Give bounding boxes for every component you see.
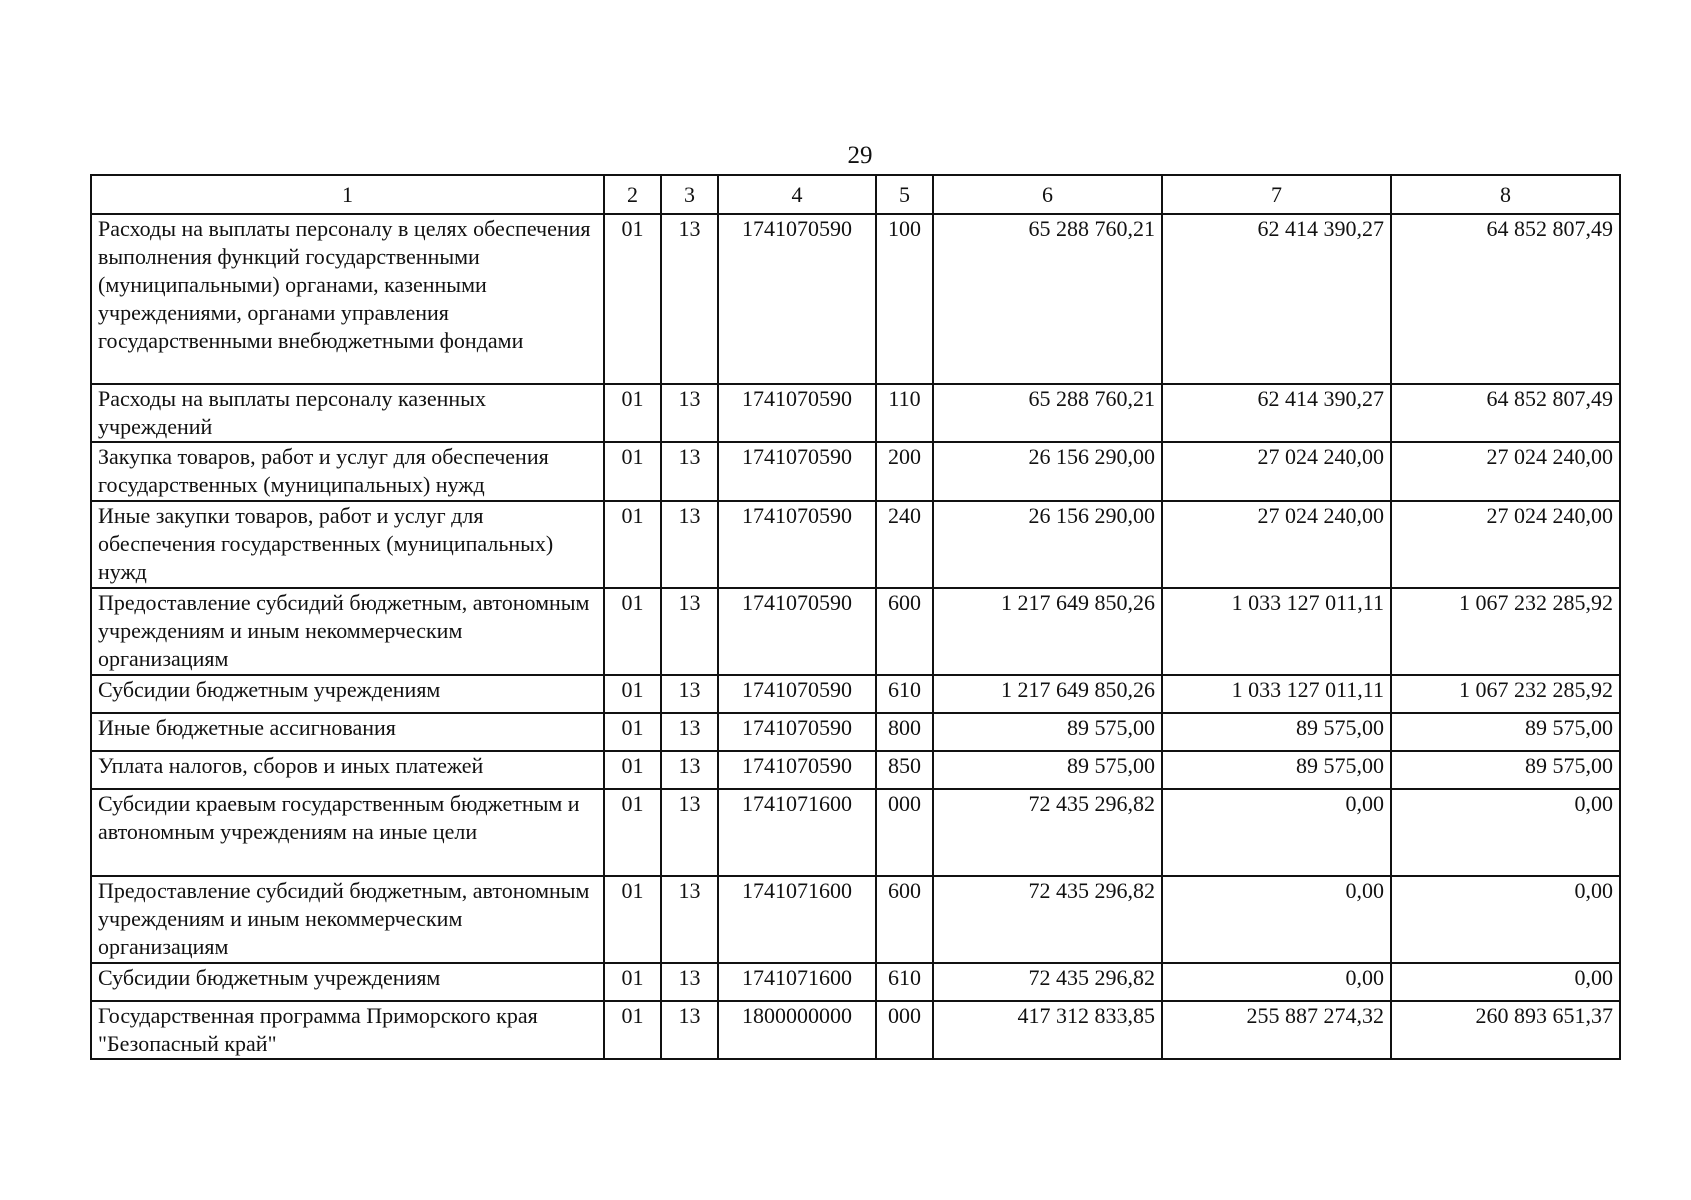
table-row [91, 442, 1620, 501]
row-code-expense-type: 110 [876, 384, 933, 442]
row-amount-col8: 89 575,00 [1391, 751, 1620, 789]
row-amount-col6: 72 435 296,82 [933, 963, 1162, 1001]
row-amount-col8: 27 024 240,00 [1391, 501, 1620, 588]
row-amount-col7: 89 575,00 [1162, 713, 1391, 751]
row-code-section: 01 [604, 214, 661, 384]
table-row [91, 1001, 1620, 1059]
row-code-subsection: 13 [661, 963, 718, 1001]
row-code-target: 1741070590 [718, 501, 876, 588]
row-description: Предоставление субсидий бюджетным, автономным учреждениям и иным некоммерческим организациям [91, 876, 604, 963]
row-description: Государственная программа Приморского края "Безопасный край" [91, 1001, 604, 1059]
row-amount-col8: 0,00 [1391, 789, 1620, 876]
table-row [91, 214, 1620, 384]
row-code-expense-type: 000 [876, 1001, 933, 1059]
table-header-row [91, 175, 1620, 214]
row-code-expense-type: 000 [876, 789, 933, 876]
row-code-target: 1741071600 [718, 876, 876, 963]
row-code-target: 1741071600 [718, 963, 876, 1001]
row-amount-col6: 26 156 290,00 [933, 501, 1162, 588]
row-code-expense-type: 600 [876, 876, 933, 963]
column-header: 1 [91, 175, 604, 214]
row-code-target: 1800000000 [718, 1001, 876, 1059]
row-code-section: 01 [604, 876, 661, 963]
row-amount-col7: 255 887 274,32 [1162, 1001, 1391, 1059]
row-amount-col8: 27 024 240,00 [1391, 442, 1620, 501]
row-description: Иные закупки товаров, работ и услуг для обеспечения государственных (муниципальных) нужд [91, 501, 604, 588]
row-description: Расходы на выплаты персоналу казенных учреждений [91, 384, 604, 442]
row-amount-col8: 1 067 232 285,92 [1391, 675, 1620, 713]
column-header: 6 [933, 175, 1162, 214]
table-row [91, 588, 1620, 675]
row-amount-col7: 0,00 [1162, 876, 1391, 963]
row-code-subsection: 13 [661, 214, 718, 384]
row-amount-col8: 64 852 807,49 [1391, 214, 1620, 384]
row-description: Уплата налогов, сборов и иных платежей [91, 751, 604, 789]
row-code-expense-type: 240 [876, 501, 933, 588]
row-code-expense-type: 800 [876, 713, 933, 751]
row-code-section: 01 [604, 963, 661, 1001]
row-code-subsection: 13 [661, 751, 718, 789]
column-header: 2 [604, 175, 661, 214]
row-code-section: 01 [604, 1001, 661, 1059]
row-amount-col6: 26 156 290,00 [933, 442, 1162, 501]
row-code-section: 01 [604, 789, 661, 876]
row-amount-col8: 0,00 [1391, 963, 1620, 1001]
row-amount-col7: 27 024 240,00 [1162, 501, 1391, 588]
row-amount-col7: 89 575,00 [1162, 751, 1391, 789]
row-code-expense-type: 200 [876, 442, 933, 501]
row-code-section: 01 [604, 588, 661, 675]
row-code-target: 1741070590 [718, 442, 876, 501]
row-code-subsection: 13 [661, 384, 718, 442]
table-row [91, 876, 1620, 963]
budget-table [90, 174, 1621, 1060]
row-code-subsection: 13 [661, 876, 718, 963]
row-code-target: 1741071600 [718, 789, 876, 876]
row-amount-col8: 0,00 [1391, 876, 1620, 963]
row-amount-col6: 417 312 833,85 [933, 1001, 1162, 1059]
row-code-target: 1741070590 [718, 384, 876, 442]
table-row [91, 384, 1620, 442]
table-row [91, 675, 1620, 713]
row-code-subsection: 13 [661, 588, 718, 675]
table-row [91, 751, 1620, 789]
table-row [91, 501, 1620, 588]
row-code-subsection: 13 [661, 713, 718, 751]
row-code-section: 01 [604, 384, 661, 442]
row-code-expense-type: 100 [876, 214, 933, 384]
row-code-target: 1741070590 [718, 214, 876, 384]
row-description: Расходы на выплаты персоналу в целях обеспечения выполнения функций государственными (муниципальными) органами, казенными учреждениями, органами управления государственными внебюджетными фондами [91, 214, 604, 384]
row-code-subsection: 13 [661, 675, 718, 713]
row-amount-col6: 65 288 760,21 [933, 214, 1162, 384]
row-code-target: 1741070590 [718, 751, 876, 789]
row-description: Иные бюджетные ассигнования [91, 713, 604, 751]
row-amount-col6: 72 435 296,82 [933, 789, 1162, 876]
row-code-section: 01 [604, 501, 661, 588]
row-code-target: 1741070590 [718, 588, 876, 675]
column-header: 8 [1391, 175, 1620, 214]
row-amount-col8: 89 575,00 [1391, 713, 1620, 751]
row-description: Закупка товаров, работ и услуг для обеспечения государственных (муниципальных) нужд [91, 442, 604, 501]
row-amount-col6: 89 575,00 [933, 713, 1162, 751]
row-amount-col6: 1 217 649 850,26 [933, 675, 1162, 713]
row-amount-col7: 27 024 240,00 [1162, 442, 1391, 501]
column-header: 7 [1162, 175, 1391, 214]
row-amount-col7: 62 414 390,27 [1162, 384, 1391, 442]
row-description: Предоставление субсидий бюджетным, автономным учреждениям и иным некоммерческим организациям [91, 588, 604, 675]
row-code-section: 01 [604, 442, 661, 501]
row-code-section: 01 [604, 751, 661, 789]
row-amount-col8: 260 893 651,37 [1391, 1001, 1620, 1059]
row-amount-col8: 64 852 807,49 [1391, 384, 1620, 442]
table-row [91, 713, 1620, 751]
row-amount-col7: 62 414 390,27 [1162, 214, 1391, 384]
row-amount-col7: 0,00 [1162, 963, 1391, 1001]
column-header: 5 [876, 175, 933, 214]
row-code-expense-type: 850 [876, 751, 933, 789]
table-row [91, 963, 1620, 1001]
row-amount-col8: 1 067 232 285,92 [1391, 588, 1620, 675]
page-number: 29 [847, 142, 873, 169]
row-code-target: 1741070590 [718, 675, 876, 713]
column-header: 4 [718, 175, 876, 214]
row-code-expense-type: 610 [876, 963, 933, 1001]
row-description: Субсидии краевым государственным бюджетным и автономным учреждениям на иные цели [91, 789, 604, 876]
row-amount-col7: 0,00 [1162, 789, 1391, 876]
row-code-section: 01 [604, 713, 661, 751]
row-amount-col6: 89 575,00 [933, 751, 1162, 789]
row-amount-col6: 65 288 760,21 [933, 384, 1162, 442]
column-header: 3 [661, 175, 718, 214]
row-code-subsection: 13 [661, 501, 718, 588]
table-row [91, 789, 1620, 876]
row-description: Субсидии бюджетным учреждениям [91, 675, 604, 713]
row-description: Субсидии бюджетным учреждениям [91, 963, 604, 1001]
row-code-subsection: 13 [661, 789, 718, 876]
row-amount-col7: 1 033 127 011,11 [1162, 588, 1391, 675]
row-code-subsection: 13 [661, 442, 718, 501]
row-code-target: 1741070590 [718, 713, 876, 751]
row-amount-col7: 1 033 127 011,11 [1162, 675, 1391, 713]
row-code-section: 01 [604, 675, 661, 713]
row-code-expense-type: 600 [876, 588, 933, 675]
row-code-subsection: 13 [661, 1001, 718, 1059]
row-amount-col6: 72 435 296,82 [933, 876, 1162, 963]
row-code-expense-type: 610 [876, 675, 933, 713]
row-amount-col6: 1 217 649 850,26 [933, 588, 1162, 675]
